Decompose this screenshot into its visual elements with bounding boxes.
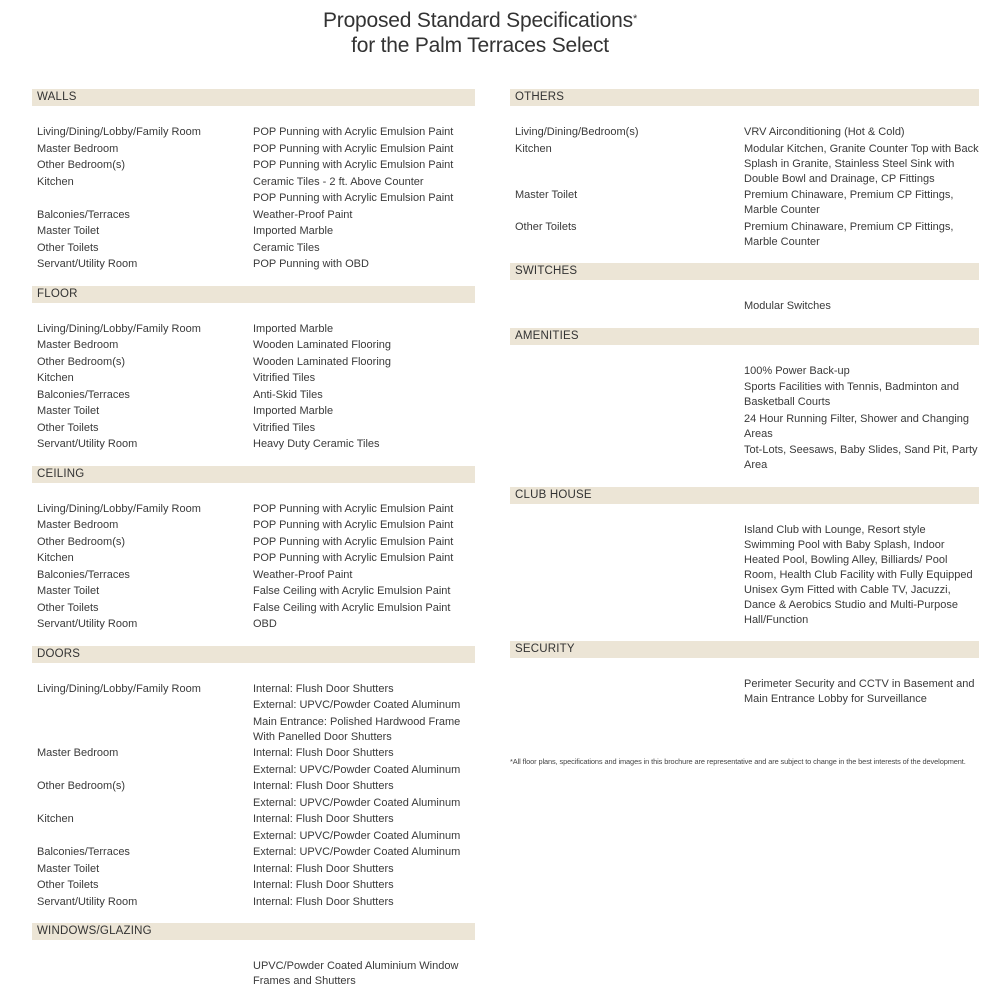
spec-value-line: Internal: Flush Door Shutters xyxy=(253,682,394,695)
spec-area: Other Toilets xyxy=(515,220,577,233)
spec-row xyxy=(37,388,475,403)
spec-value xyxy=(744,412,979,442)
spec-area: Servant/Utility Room xyxy=(37,618,138,630)
spec-value xyxy=(253,535,475,550)
spec-value xyxy=(744,677,979,707)
spec-area xyxy=(515,443,744,473)
spec-row xyxy=(37,862,475,877)
spec-list xyxy=(510,504,979,642)
section-heading: FLOOR xyxy=(32,286,475,303)
section-walls xyxy=(32,89,475,286)
spec-value-line: External: UPVC/Powder Coated Aluminum xyxy=(253,763,461,776)
spec-value xyxy=(253,208,475,223)
section-floor xyxy=(32,286,475,466)
spec-row xyxy=(37,502,475,517)
spec-value-line: Vitrified Tiles xyxy=(253,421,316,434)
spec-value xyxy=(253,241,475,256)
spec-area xyxy=(515,364,744,379)
spec-value xyxy=(253,878,475,893)
spec-area: Other Toilets xyxy=(37,421,99,434)
spec-value xyxy=(744,299,979,314)
spec-value xyxy=(253,862,475,877)
spec-list xyxy=(510,658,979,721)
spec-row xyxy=(37,551,475,566)
spec-value-line: Tot-Lots, Seesaws, Baby Slides, Sand Pit, Party Area xyxy=(744,444,978,471)
title-line-2: for the Palm Terraces Select xyxy=(351,34,609,57)
spec-value xyxy=(253,142,475,157)
spec-row xyxy=(37,322,475,337)
spec-value xyxy=(253,404,475,419)
spec-value-line: POP Punning with Acrylic Emulsion Paint xyxy=(253,535,454,548)
spec-value xyxy=(253,158,475,173)
spec-list xyxy=(32,106,475,286)
spec-row xyxy=(37,257,475,272)
spec-area: Servant/Utility Room xyxy=(37,895,138,908)
section-doors xyxy=(32,646,475,924)
spec-value xyxy=(253,617,475,632)
spec-row xyxy=(37,568,475,583)
spec-value-line: External: UPVC/Powder Coated Aluminum xyxy=(253,796,461,809)
spec-area: Kitchen xyxy=(37,552,74,564)
spec-row xyxy=(37,959,475,989)
spec-value-line: VRV Airconditioning (Hot & Cold) xyxy=(744,126,905,138)
section-security xyxy=(510,641,979,721)
section-switches xyxy=(510,263,979,328)
spec-row xyxy=(37,421,475,436)
spec-area xyxy=(515,380,744,410)
spec-row xyxy=(515,125,979,140)
spec-value-line: POP Punning with Acrylic Emulsion Paint xyxy=(253,126,454,138)
spec-area: Servant/Utility Room xyxy=(37,438,138,450)
spec-value-line: Anti-Skid Tiles xyxy=(253,388,323,401)
spec-area: Other Bedroom(s) xyxy=(37,535,126,548)
spec-row xyxy=(37,241,475,256)
spec-row xyxy=(37,601,475,616)
spec-area: Balconies/Terraces xyxy=(37,568,130,581)
spec-value-line: POP Punning with Acrylic Emulsion Paint xyxy=(253,519,454,531)
spec-value-line: POP Punning with Acrylic Emulsion Paint xyxy=(253,142,454,155)
section-others xyxy=(510,89,979,263)
spec-value-line: Imported Marble xyxy=(253,405,334,417)
spec-area: Balconies/Terraces xyxy=(37,388,130,401)
spec-area: Kitchen xyxy=(37,372,74,384)
spec-value-line: Internal: Flush Door Shutters xyxy=(253,879,394,891)
spec-value-line: Premium Chinaware, Premium CP Fittings, Marble Counter xyxy=(744,220,954,248)
spec-value-line: 24 Hour Running Filter, Shower and Changing Areas xyxy=(744,412,970,440)
spec-row xyxy=(515,142,979,187)
spec-area xyxy=(515,412,744,442)
spec-value-line: False Ceiling with Acrylic Emulsion Paint xyxy=(253,601,451,614)
spec-value-line: False Ceiling with Acrylic Emulsion Paint xyxy=(253,585,451,597)
spec-value xyxy=(253,338,475,353)
spec-value xyxy=(253,584,475,599)
spec-value-line: Weather-Proof Paint xyxy=(253,568,353,581)
spec-area: Living/Dining/Lobby/Family Room xyxy=(37,126,201,138)
spec-row xyxy=(37,878,475,893)
spec-row xyxy=(37,584,475,599)
spec-value-line: Ceramic Tiles xyxy=(253,241,320,254)
spec-value xyxy=(253,371,475,386)
spec-value-line: Modular Kitchen, Granite Counter Top with Back Splash in Granite, Stainless Steel Sink with Double Bowl and Drainage, CP Fittings xyxy=(744,142,979,185)
spec-value xyxy=(253,551,475,566)
spec-area: Master Toilet xyxy=(37,862,100,875)
spec-value-line: Wooden Laminated Flooring xyxy=(253,355,391,368)
spec-row xyxy=(37,779,475,811)
section-heading: SWITCHES xyxy=(510,263,979,280)
section-windows-glazing xyxy=(32,923,475,1003)
section-heading: WINDOWS/GLAZING xyxy=(32,923,475,940)
spec-value-line: OBD xyxy=(253,618,277,630)
section-heading: AMENITIES xyxy=(510,328,979,345)
spec-value xyxy=(253,421,475,436)
spec-area xyxy=(515,299,744,314)
spec-value xyxy=(744,380,979,410)
spec-value xyxy=(253,959,475,989)
spec-area: Master Bedroom xyxy=(37,747,119,759)
spec-row xyxy=(37,812,475,844)
spec-value-line: POP Punning with Acrylic Emulsion Paint xyxy=(253,502,454,515)
spec-value-line: POP Punning with OBD xyxy=(253,258,369,270)
spec-row xyxy=(515,220,979,250)
page-title xyxy=(0,8,960,58)
section-club-house xyxy=(510,487,979,642)
spec-area: Master Bedroom xyxy=(37,519,119,531)
spec-value xyxy=(744,220,979,250)
spec-row xyxy=(515,677,979,707)
spec-value-line: POP Punning with Acrylic Emulsion Paint xyxy=(253,159,454,171)
spec-value-line: Vitrified Tiles xyxy=(253,372,316,384)
section-ceiling xyxy=(32,466,475,646)
spec-value xyxy=(253,845,475,860)
spec-value xyxy=(253,779,475,811)
spec-area: Master Toilet xyxy=(37,405,100,417)
spec-area: Living/Dining/Bedroom(s) xyxy=(515,126,639,138)
spec-value-line: External: UPVC/Powder Coated Aluminum xyxy=(253,846,461,858)
spec-row xyxy=(37,371,475,386)
spec-row xyxy=(37,895,475,910)
spec-row xyxy=(37,355,475,370)
spec-row xyxy=(37,535,475,550)
spec-value xyxy=(253,682,475,745)
section-heading: DOORS xyxy=(32,646,475,663)
spec-row xyxy=(37,208,475,223)
spec-row xyxy=(515,364,979,379)
spec-value xyxy=(253,125,475,140)
spec-value-line: Internal: Flush Door Shutters xyxy=(253,862,394,875)
spec-value-line: Ceramic Tiles - 2 ft. Above Counter xyxy=(253,175,424,188)
spec-value xyxy=(253,257,475,272)
spec-value xyxy=(253,812,475,844)
spec-value-line: Modular Switches xyxy=(744,300,831,312)
spec-value-line: External: UPVC/Powder Coated Aluminum xyxy=(253,699,461,711)
spec-row xyxy=(515,380,979,410)
spec-value xyxy=(253,895,475,910)
spec-row xyxy=(37,518,475,533)
spec-area: Balconies/Terraces xyxy=(37,846,130,858)
spec-value-line: Internal: Flush Door Shutters xyxy=(253,813,394,825)
spec-value xyxy=(744,142,979,187)
spec-value xyxy=(744,125,979,140)
spec-value-line: POP Punning with Acrylic Emulsion Paint xyxy=(253,192,454,204)
spec-row xyxy=(37,158,475,173)
spec-row xyxy=(37,224,475,239)
spec-value-line: Internal: Flush Door Shutters xyxy=(253,780,394,792)
spec-value-line: Perimeter Security and CCTV in Basement and Main Entrance Lobby for Surveillance xyxy=(744,678,975,705)
spec-list xyxy=(32,663,475,924)
spec-row xyxy=(37,746,475,778)
spec-value-line: POP Punning with Acrylic Emulsion Paint xyxy=(253,552,454,564)
section-heading: SECURITY xyxy=(510,641,979,658)
spec-area: Living/Dining/Lobby/Family Room xyxy=(37,682,201,695)
spec-area: Other Bedroom(s) xyxy=(37,780,126,792)
spec-area: Master Toilet xyxy=(37,225,100,237)
spec-value-line: 100% Power Back-up xyxy=(744,364,850,377)
spec-area: Master Toilet xyxy=(37,585,100,597)
spec-list xyxy=(510,345,979,487)
spec-value xyxy=(253,746,475,778)
spec-row xyxy=(37,437,475,452)
section-heading: CEILING xyxy=(32,466,475,483)
spec-value-line: Imported Marble xyxy=(253,322,334,335)
title-line-1: Proposed Standard Specifications* xyxy=(322,9,638,32)
spec-row xyxy=(37,125,475,140)
section-amenities xyxy=(510,328,979,487)
spec-row xyxy=(37,404,475,419)
spec-area: Balconies/Terraces xyxy=(37,208,130,221)
spec-row xyxy=(37,682,475,745)
spec-value xyxy=(253,568,475,583)
spec-value-line: Wooden Laminated Flooring xyxy=(253,339,391,351)
section-heading: OTHERS xyxy=(510,89,979,106)
spec-row xyxy=(515,523,979,628)
spec-value xyxy=(744,443,979,473)
section-heading: WALLS xyxy=(32,89,475,106)
spec-row xyxy=(515,412,979,442)
spec-area: Other Bedroom(s) xyxy=(37,159,126,171)
spec-value-line: Internal: Flush Door Shutters xyxy=(253,747,394,759)
spec-row xyxy=(37,175,475,207)
spec-area: Other Toilets xyxy=(37,241,99,254)
spec-row xyxy=(37,617,475,632)
footnote: *All floor plans, specifications and images in this brochure are representative and are subject to change in the best interests of the development. xyxy=(510,756,966,766)
spec-area xyxy=(515,523,744,628)
spec-value-line: Main Entrance: Polished Hardwood Frame With Panelled Door Shutters xyxy=(253,715,461,743)
spec-value xyxy=(253,388,475,403)
spec-row xyxy=(37,142,475,157)
spec-list xyxy=(32,303,475,466)
spec-row xyxy=(515,188,979,218)
spec-area: Master Bedroom xyxy=(37,142,119,155)
spec-list xyxy=(510,106,979,263)
spec-value-line: Sports Facilities with Tennis, Badminton and Basketball Courts xyxy=(744,381,960,408)
spec-area: Master Bedroom xyxy=(37,339,119,351)
spec-list xyxy=(32,483,475,646)
spec-area: Kitchen xyxy=(515,142,552,155)
spec-value xyxy=(253,437,475,452)
spec-value xyxy=(253,322,475,337)
spec-value-line: Premium Chinaware, Premium CP Fittings, Marble Counter xyxy=(744,189,954,216)
spec-value xyxy=(253,601,475,616)
spec-area: Other Toilets xyxy=(37,601,99,614)
spec-row xyxy=(515,443,979,473)
spec-area: Kitchen xyxy=(37,175,74,188)
spec-list xyxy=(510,280,979,328)
spec-value xyxy=(744,364,979,379)
spec-row xyxy=(37,338,475,353)
right-column xyxy=(510,89,979,766)
spec-row xyxy=(37,845,475,860)
spec-value xyxy=(253,518,475,533)
left-column xyxy=(32,89,475,1003)
spec-list xyxy=(32,940,475,1003)
spec-value-line: Island Club with Lounge, Resort style Swimming Pool with Baby Splash, Indoor Heated Pool, Bowling Alley, Billiards/ Pool Room, Health Club Facility with Fully Equipped Unisex Gym Fitted with Cable TV, Jacuzzi, Dance & Aerobics Studio and Multi-Purpose Hall/Function xyxy=(744,523,973,626)
spec-value xyxy=(744,188,979,218)
section-heading: CLUB HOUSE xyxy=(510,487,979,504)
spec-value-line: Imported Marble xyxy=(253,225,334,237)
spec-value-line: Internal: Flush Door Shutters xyxy=(253,895,394,908)
spec-area: Servant/Utility Room xyxy=(37,258,138,270)
spec-area: Living/Dining/Lobby/Family Room xyxy=(37,322,201,335)
spec-area: Master Toilet xyxy=(515,189,578,201)
spec-value-line: External: UPVC/Powder Coated Aluminum xyxy=(253,829,461,842)
spec-value xyxy=(253,175,475,207)
spec-area: Other Toilets xyxy=(37,879,99,891)
spec-value-line: Heavy Duty Ceramic Tiles xyxy=(253,438,380,450)
spec-area: Kitchen xyxy=(37,813,74,825)
spec-value xyxy=(253,502,475,517)
spec-value xyxy=(253,224,475,239)
spec-area: Living/Dining/Lobby/Family Room xyxy=(37,502,201,515)
spec-value xyxy=(253,355,475,370)
spec-area xyxy=(37,959,253,989)
spec-area xyxy=(515,677,744,707)
spec-value-line: UPVC/Powder Coated Aluminium Window Frames and Shutters xyxy=(253,960,459,987)
spec-row xyxy=(515,299,979,314)
spec-value xyxy=(744,523,979,628)
spec-value-line: Weather-Proof Paint xyxy=(253,208,353,221)
title-asterisk: * xyxy=(632,13,638,25)
spec-area: Other Bedroom(s) xyxy=(37,355,126,368)
